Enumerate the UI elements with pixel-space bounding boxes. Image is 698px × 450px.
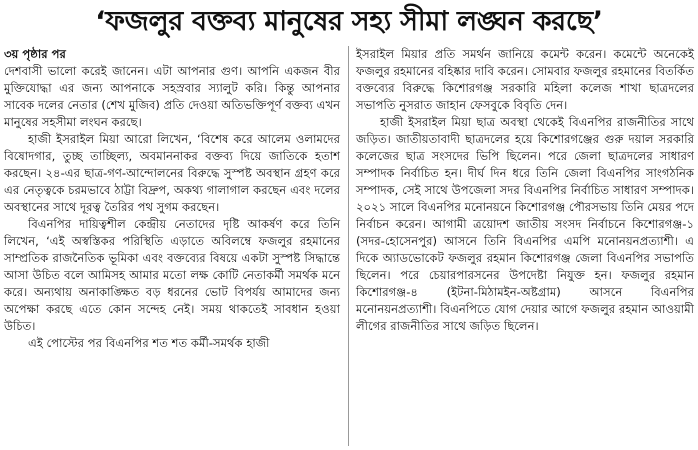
paragraph: ইসরাইল মিয়ার প্রতি সমর্থন জানিয়ে কমেন্ট করেন। কমেন্টে অনেকেই ফজলুর রহমানের বহিষ্কার দাবি করেন। সোমবার ফজলুর রহমানের বিতর্কিত বক্তব্যের বিরুদ্ধে কিশোরগঞ্জ সরকারি মহিলা কলেজ শাখা ছাত্রদলের সভাপতি নুসরাত জাহান ফেসবুকে বিবৃতি দেন। bbox=[356, 47, 694, 112]
continuation-kicker: ৩য় পৃষ্ঠার পর bbox=[4, 47, 66, 61]
paragraph: হাজী ইসরাইল মিয়া আরো লিখেন, ‘বিশেষ করে আলেম ওলামদের বিষোদগার, তুচ্ছ তাচ্ছিল্য, অবমাননাকর বক্তব্য দিয়ে জাতিকে হতাশ করছেন। ২৪-এর ছাত্র-গণ-আন্দোলনের বিরুদ্ধে সুস্পষ্ট অবস্থান গ্রহণ করে এর নেতৃত্বকে চরমভাবে ঠাট্টা বিদ্রুপ, অকথ্য গালাগাল করছেন এবং দলের অবস্থানের সাথে দূরত্ব তৈরির পথ সুগম করছেন। bbox=[4, 132, 340, 214]
paragraph: হাজী ইসরাইল মিয়া ছাত্র অবস্থা থেকেই বিএনপির রাজনীতির সাথে জড়িত। জাতীয়তাবাদী ছাত্রদলের হয়ে কিশোরগঞ্জের গুরু দয়াল সরকারি কলেজের ছাত্র সংসদের ভিপি ছিলেন। পরে জেলা ছাত্রদলের সাধারণ সম্পাদক নির্বাচিত হন। দীর্ঘ দিন ধরে তিনি জেলা বিএনপির সাংগঠনিক সম্পাদক, সেই সাথে উপজেলা সদর বিএনপির নির্বাচিত সাধারণ সম্পাদক। ২০২১ সালে বিএনপির মনোনয়নে কিশোরগঞ্জ পৌরসভায় তিনি মেয়র পদে নির্বাচন করেন। আগামী ত্রয়োদশ জাতীয় সংসদ নির্বাচনে কিশোরগঞ্জ-১ (সদর-হোসেনপুর) আসনে তিনি বিএনপির এমপি মনোনয়নপ্রত্যাশী। এ দিকে অ্যাডভোকেট ফজলুর রহমান কিশোরগঞ্জ জেলা বিএনপির সভাপতি ছিলেন। পরে চেয়ারপারসনের উপদেষ্টা নিযুক্ত হন। ফজলুর রহমান কিশোরগঞ্জ-৪ (ইটনা-মিঠামইন-অষ্টগ্রাম) আসনে বিএনপির মনোনয়নপ্রত্যাশী। বিএনপিতে যোগ দেয়ার আগে ফজলুর রহমান আওয়ামী লীগের রাজনীতির সাথে জড়িত ছিলেন। bbox=[356, 115, 694, 333]
paragraph: দেশবাসী ভালো করেই জানেন। এটা আপনার গুণ। আপনি একজন বীর মুক্তিযোদ্ধা এর জন্য আপনাকে সহস্রবার স্যালুট করি। কিন্তু আপনার সাবেক দলের নেতার (শেখ মুজিব) প্রতি দেওয়া অতিভক্তিপূর্ণ বক্তব্য এখন মানুষের সহসীমা লংঘন করছে। bbox=[4, 64, 340, 129]
paragraph: বিএনপির দায়িত্বশীল কেন্দ্রীয় নেতাদের দৃষ্টি আকর্ষণ করে তিনি লিখেন, ‘এই অস্বস্তিকর পরিস্থিতি এড়াতে অবিলম্বে ফজলুর রহমানের সাম্প্রতিক রাজনৈতিক ভূমিকা এবং বক্তব্যের বিষয়ে একটা সুস্পষ্ট সিদ্ধান্তে আসা উচিত বলে আমিসহ আমার মতো লক্ষ কোটি নেতাকর্মী সমর্থক মনে করে। অন্যথায় অনাকাঙ্ক্ষিত বড় ধরনের ভোট বিপর্যয় আমাদের জন্য অপেক্ষা করছে এতে কোন সন্দেহ নেই। সময় থাকতেই সাবধান হওয়া উচিত। bbox=[4, 217, 340, 333]
left-column bbox=[4, 46, 340, 352]
column-divider bbox=[348, 46, 349, 446]
paragraph: এই পোস্টের পর বিএনপির শত শত কর্মী-সমর্থক হাজী bbox=[28, 336, 270, 350]
right-column bbox=[356, 46, 694, 335]
headline: ‘ফজলুর বক্তব্য মানুষের সহ্য সীমা লঙ্ঘন করছে’ bbox=[95, 6, 603, 37]
